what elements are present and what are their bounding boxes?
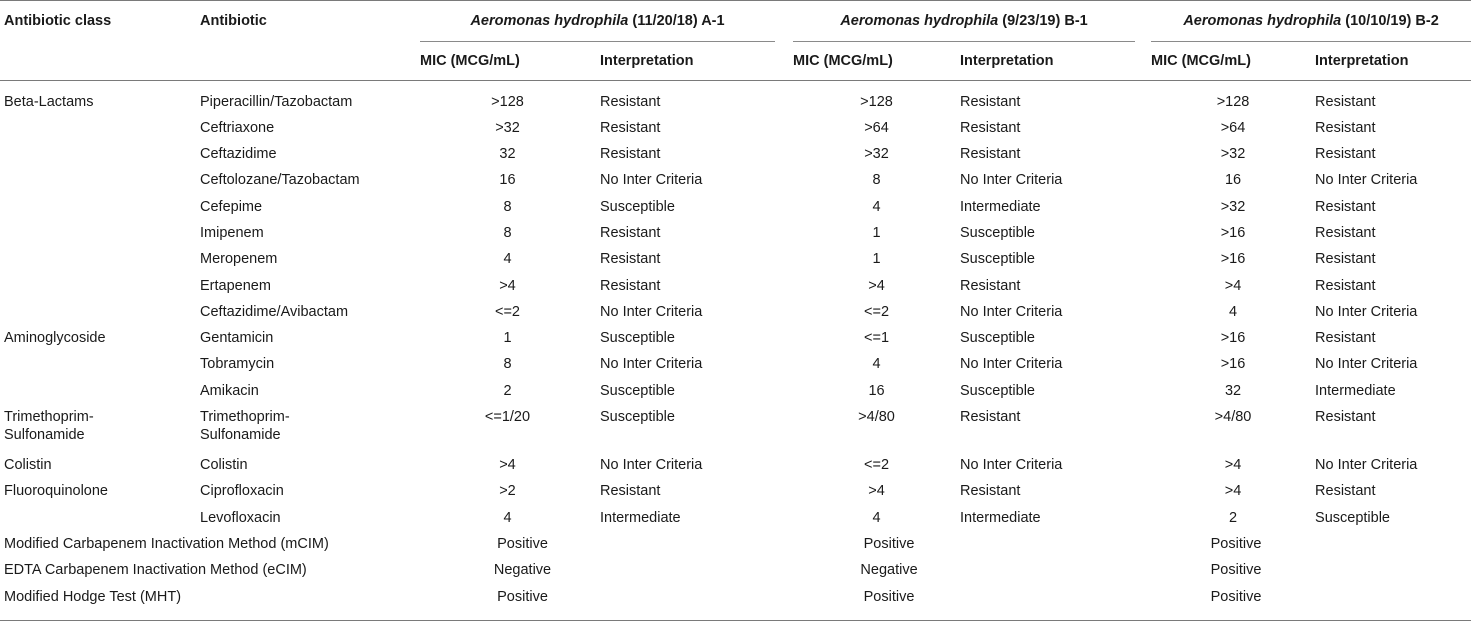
mic-value-cell: >4 bbox=[1224, 457, 1242, 474]
mic-value-cell: >16 bbox=[1220, 224, 1246, 241]
interpretation-cell: Susceptible bbox=[600, 330, 675, 347]
interpretation-cell: Resistant bbox=[1315, 224, 1376, 241]
interpretation-cell: Susceptible bbox=[960, 382, 1035, 399]
table-row bbox=[0, 355, 1471, 381]
interpretation-cell: No Inter Criteria bbox=[1315, 303, 1418, 320]
interpretation-cell: Resistant bbox=[960, 146, 1021, 163]
interpretation-cell: Resistant bbox=[1315, 198, 1376, 215]
header-interpretation: Interpretation bbox=[595, 42, 775, 80]
mic-value-cell: >64 bbox=[1220, 119, 1246, 136]
antibiotic-name-cell: Amikacin bbox=[200, 382, 259, 399]
mic-value-cell: >16 bbox=[1220, 251, 1246, 268]
interpretation-cell: Resistant bbox=[1315, 330, 1376, 347]
interpretation-cell: Resistant bbox=[600, 119, 661, 136]
interpretation-cell: Resistant bbox=[1315, 277, 1376, 294]
mic-value-cell: 8 bbox=[503, 198, 512, 215]
strain-species: Aeromonas hydrophila bbox=[470, 13, 629, 29]
interpretation-cell: No Inter Criteria bbox=[960, 457, 1063, 474]
antibiotic-class-cell bbox=[0, 224, 200, 250]
strain-species: Aeromonas hydrophila bbox=[840, 13, 999, 29]
antibiotic-name-cell: Ceftazidime bbox=[200, 146, 277, 163]
summary-row bbox=[0, 535, 1471, 561]
mic-value-cell: 32 bbox=[1224, 382, 1242, 399]
antibiotic-name-cell: Cefepime bbox=[200, 198, 263, 215]
test-result-cell: Negative bbox=[860, 562, 918, 579]
interpretation-cell: Resistant bbox=[600, 146, 661, 163]
antibiotic-class-cell bbox=[0, 250, 200, 276]
antibiotic-class-cell bbox=[0, 277, 200, 303]
interpretation-cell: No Inter Criteria bbox=[600, 303, 703, 320]
header-mic: MIC (MCG/mL) bbox=[775, 42, 960, 80]
mic-value-cell: >128 bbox=[491, 93, 524, 110]
antibiotic-class-cell bbox=[0, 355, 200, 381]
header-mic: MIC (MCG/mL) bbox=[420, 42, 595, 80]
interpretation-cell: No Inter Criteria bbox=[1315, 356, 1418, 373]
antibiotic-name-cell: Ceftazidime/Avibactam bbox=[200, 303, 349, 320]
table-row bbox=[0, 250, 1471, 276]
interpretation-cell: Intermediate bbox=[600, 509, 681, 526]
antibiotic-class-cell bbox=[0, 382, 200, 408]
antibiotic-class-cell bbox=[0, 119, 200, 145]
interpretation-cell: Resistant bbox=[600, 277, 661, 294]
mic-value-cell: 16 bbox=[499, 172, 516, 189]
mic-value-cell: 1 bbox=[872, 224, 881, 241]
mic-value-cell: >4 bbox=[868, 277, 885, 294]
interpretation-cell: No Inter Criteria bbox=[960, 303, 1063, 320]
interpretation-cell: Resistant bbox=[960, 93, 1021, 110]
antibiotic-name-cell: Ertapenem bbox=[200, 277, 271, 294]
interpretation-cell: No Inter Criteria bbox=[600, 356, 703, 373]
mic-value-cell: 4 bbox=[503, 509, 512, 526]
antibiotic-class-cell bbox=[0, 509, 200, 535]
interpretation-cell: Intermediate bbox=[960, 198, 1041, 215]
mic-value-cell: 4 bbox=[872, 509, 881, 526]
strain-label: (10/10/19) B-2 bbox=[1341, 13, 1439, 29]
test-result-cell: Negative bbox=[493, 562, 552, 579]
mic-value-cell: <=1/20 bbox=[484, 409, 531, 426]
antibiotic-class-cell: Colistin bbox=[4, 457, 52, 474]
table-row bbox=[0, 329, 1471, 355]
strain-label: (11/20/18) A-1 bbox=[628, 13, 725, 29]
mic-value-cell: >32 bbox=[1220, 146, 1246, 163]
table-row bbox=[0, 382, 1471, 408]
mic-value-cell: 32 bbox=[499, 146, 516, 163]
mic-value-cell: >64 bbox=[864, 119, 889, 136]
interpretation-cell: Susceptible bbox=[600, 382, 675, 399]
antibiotic-name-cell: Ciprofloxacin bbox=[200, 483, 284, 500]
interpretation-cell: Resistant bbox=[960, 119, 1021, 136]
antibiotic-name-cell: Ceftolozane/Tazobactam bbox=[200, 172, 360, 189]
antibiotic-name-cell: Imipenem bbox=[200, 224, 264, 241]
mic-value-cell: <=2 bbox=[864, 457, 890, 474]
summary-row bbox=[0, 588, 1471, 621]
antibiotic-class-cell bbox=[0, 303, 200, 329]
header-interpretation: Interpretation bbox=[1315, 42, 1471, 80]
header-strain-b1 bbox=[775, 1, 1135, 43]
antibiotic-name-cell: Trimethoprim- Sulfonamide bbox=[200, 409, 290, 444]
interpretation-cell: Resistant bbox=[600, 251, 661, 268]
header-antibiotic-class: Antibiotic class bbox=[0, 1, 200, 43]
table-row bbox=[0, 119, 1471, 145]
antibiotic-name-cell: Piperacillin/Tazobactam bbox=[200, 93, 353, 110]
interpretation-cell: Resistant bbox=[1315, 119, 1376, 136]
header-mic: MIC (MCG/mL) bbox=[1135, 42, 1315, 80]
table-row bbox=[0, 224, 1471, 250]
summary-row bbox=[0, 561, 1471, 587]
mic-value-cell: 8 bbox=[503, 356, 512, 373]
mic-value-cell: 2 bbox=[503, 382, 512, 399]
mic-value-cell: 4 bbox=[872, 198, 881, 215]
interpretation-cell: Susceptible bbox=[960, 330, 1035, 347]
mic-value-cell: >4 bbox=[499, 457, 516, 474]
antibiotic-class-cell bbox=[0, 198, 200, 224]
antibiotic-name-cell: Ceftriaxone bbox=[200, 119, 275, 136]
mic-value-cell: 4 bbox=[1228, 303, 1238, 320]
mic-value-cell: >4 bbox=[868, 483, 885, 500]
mic-value-cell: 16 bbox=[1224, 172, 1242, 189]
mic-value-cell: 8 bbox=[872, 172, 881, 189]
interpretation-cell: Intermediate bbox=[1315, 382, 1396, 399]
test-result-cell: Positive bbox=[1210, 535, 1262, 552]
test-result-cell: Positive bbox=[1135, 588, 1471, 621]
mic-value-cell: 1 bbox=[872, 251, 881, 268]
interpretation-cell: No Inter Criteria bbox=[960, 172, 1063, 189]
header-row-columns bbox=[0, 42, 1471, 80]
interpretation-cell: No Inter Criteria bbox=[600, 457, 703, 474]
mic-value-cell: >4 bbox=[1224, 277, 1242, 294]
table-row bbox=[0, 509, 1471, 535]
interpretation-cell: Resistant bbox=[960, 277, 1021, 294]
interpretation-cell: Susceptible bbox=[600, 198, 675, 215]
interpretation-cell: Resistant bbox=[1315, 409, 1376, 426]
header-antibiotic: Antibiotic bbox=[200, 1, 420, 43]
interpretation-cell: Resistant bbox=[1315, 251, 1376, 268]
interpretation-cell: Resistant bbox=[1315, 146, 1376, 163]
mic-value-cell: 4 bbox=[503, 251, 512, 268]
interpretation-cell: Intermediate bbox=[960, 509, 1041, 526]
mic-value-cell: <=1 bbox=[864, 330, 890, 347]
mic-value-cell: >16 bbox=[1220, 356, 1246, 373]
antibiotic-class-cell: Beta-Lactams bbox=[4, 93, 94, 110]
interpretation-cell: Susceptible bbox=[960, 251, 1035, 268]
interpretation-cell: Resistant bbox=[960, 483, 1021, 500]
antibiotic-name-cell: Levofloxacin bbox=[200, 509, 281, 526]
interpretation-cell: Resistant bbox=[1315, 483, 1376, 500]
mic-value-cell: >32 bbox=[495, 119, 520, 136]
table-row bbox=[0, 80, 1471, 119]
header-strain-b2 bbox=[1135, 1, 1471, 43]
mic-value-cell: 2 bbox=[1228, 509, 1238, 526]
test-result-cell: Positive bbox=[775, 588, 1135, 621]
mic-value-cell: <=2 bbox=[864, 303, 890, 320]
mic-value-cell: 16 bbox=[868, 382, 885, 399]
test-result-cell: Positive bbox=[420, 588, 775, 621]
antibiotic-class-cell: Fluoroquinolone bbox=[4, 483, 108, 500]
table-row bbox=[0, 171, 1471, 197]
interpretation-cell: Resistant bbox=[600, 224, 661, 241]
table-row bbox=[0, 145, 1471, 171]
mic-value-cell: >4/80 bbox=[858, 409, 895, 426]
interpretation-cell: No Inter Criteria bbox=[600, 172, 703, 189]
mic-value-cell: 1 bbox=[503, 330, 512, 347]
mic-value-cell: >4 bbox=[1224, 483, 1242, 500]
interpretation-cell: Susceptible bbox=[960, 224, 1035, 241]
interpretation-cell: Resistant bbox=[960, 409, 1021, 426]
antibiotic-class-cell bbox=[0, 171, 200, 197]
interpretation-cell: Resistant bbox=[600, 93, 661, 110]
interpretation-cell: Susceptible bbox=[1315, 509, 1390, 526]
interpretation-cell: No Inter Criteria bbox=[1315, 457, 1418, 474]
test-name-cell: Modified Hodge Test (MHT) bbox=[0, 588, 420, 621]
table-row bbox=[0, 482, 1471, 508]
test-result-cell: Positive bbox=[1210, 562, 1262, 579]
antibiotic-class-cell bbox=[0, 145, 200, 171]
table-row bbox=[0, 408, 1471, 456]
antibiotic-name-cell: Colistin bbox=[200, 457, 248, 474]
interpretation-cell: Resistant bbox=[1315, 93, 1376, 110]
mic-value-cell: >128 bbox=[860, 93, 893, 110]
antibiotic-name-cell: Tobramycin bbox=[200, 356, 275, 373]
interpretation-cell: No Inter Criteria bbox=[1315, 172, 1418, 189]
header-interpretation: Interpretation bbox=[960, 42, 1135, 80]
mic-value-cell: >128 bbox=[1216, 93, 1250, 110]
header-row-strains bbox=[0, 1, 1471, 43]
test-name-cell: EDTA Carbapenem Inactivation Method (eCIM) bbox=[4, 562, 307, 579]
interpretation-cell: Susceptible bbox=[600, 409, 675, 426]
mic-value-cell: 4 bbox=[872, 356, 881, 373]
table-row bbox=[0, 303, 1471, 329]
table-row bbox=[0, 198, 1471, 224]
mic-value-cell: >4/80 bbox=[1214, 409, 1252, 426]
table-row bbox=[0, 277, 1471, 303]
antibiotic-class-cell: Aminoglycoside bbox=[4, 330, 106, 347]
header-strain-a1 bbox=[420, 1, 775, 43]
antibiotic-name-cell: Gentamicin bbox=[200, 330, 274, 347]
interpretation-cell: No Inter Criteria bbox=[960, 356, 1063, 373]
interpretation-cell: Resistant bbox=[600, 483, 661, 500]
test-name-cell: Modified Carbapenem Inactivation Method (mCIM) bbox=[4, 535, 329, 552]
table-row bbox=[0, 456, 1471, 482]
mic-value-cell: >4 bbox=[499, 277, 516, 294]
strain-label: (9/23/19) B-1 bbox=[998, 13, 1088, 29]
test-result-cell: Positive bbox=[497, 535, 548, 552]
antibiotic-name-cell: Meropenem bbox=[200, 251, 278, 268]
mic-value-cell: >2 bbox=[499, 483, 516, 500]
mic-value-cell: >32 bbox=[864, 146, 889, 163]
strain-species: Aeromonas hydrophila bbox=[1183, 13, 1342, 29]
antibiotic-class-cell: Trimethoprim- Sulfonamide bbox=[4, 409, 94, 444]
mic-value-cell: >32 bbox=[1220, 198, 1246, 215]
mic-value-cell: 8 bbox=[503, 224, 512, 241]
test-result-cell: Positive bbox=[863, 535, 915, 552]
mic-value-cell: >16 bbox=[1220, 330, 1246, 347]
mic-value-cell: <=2 bbox=[495, 303, 520, 320]
